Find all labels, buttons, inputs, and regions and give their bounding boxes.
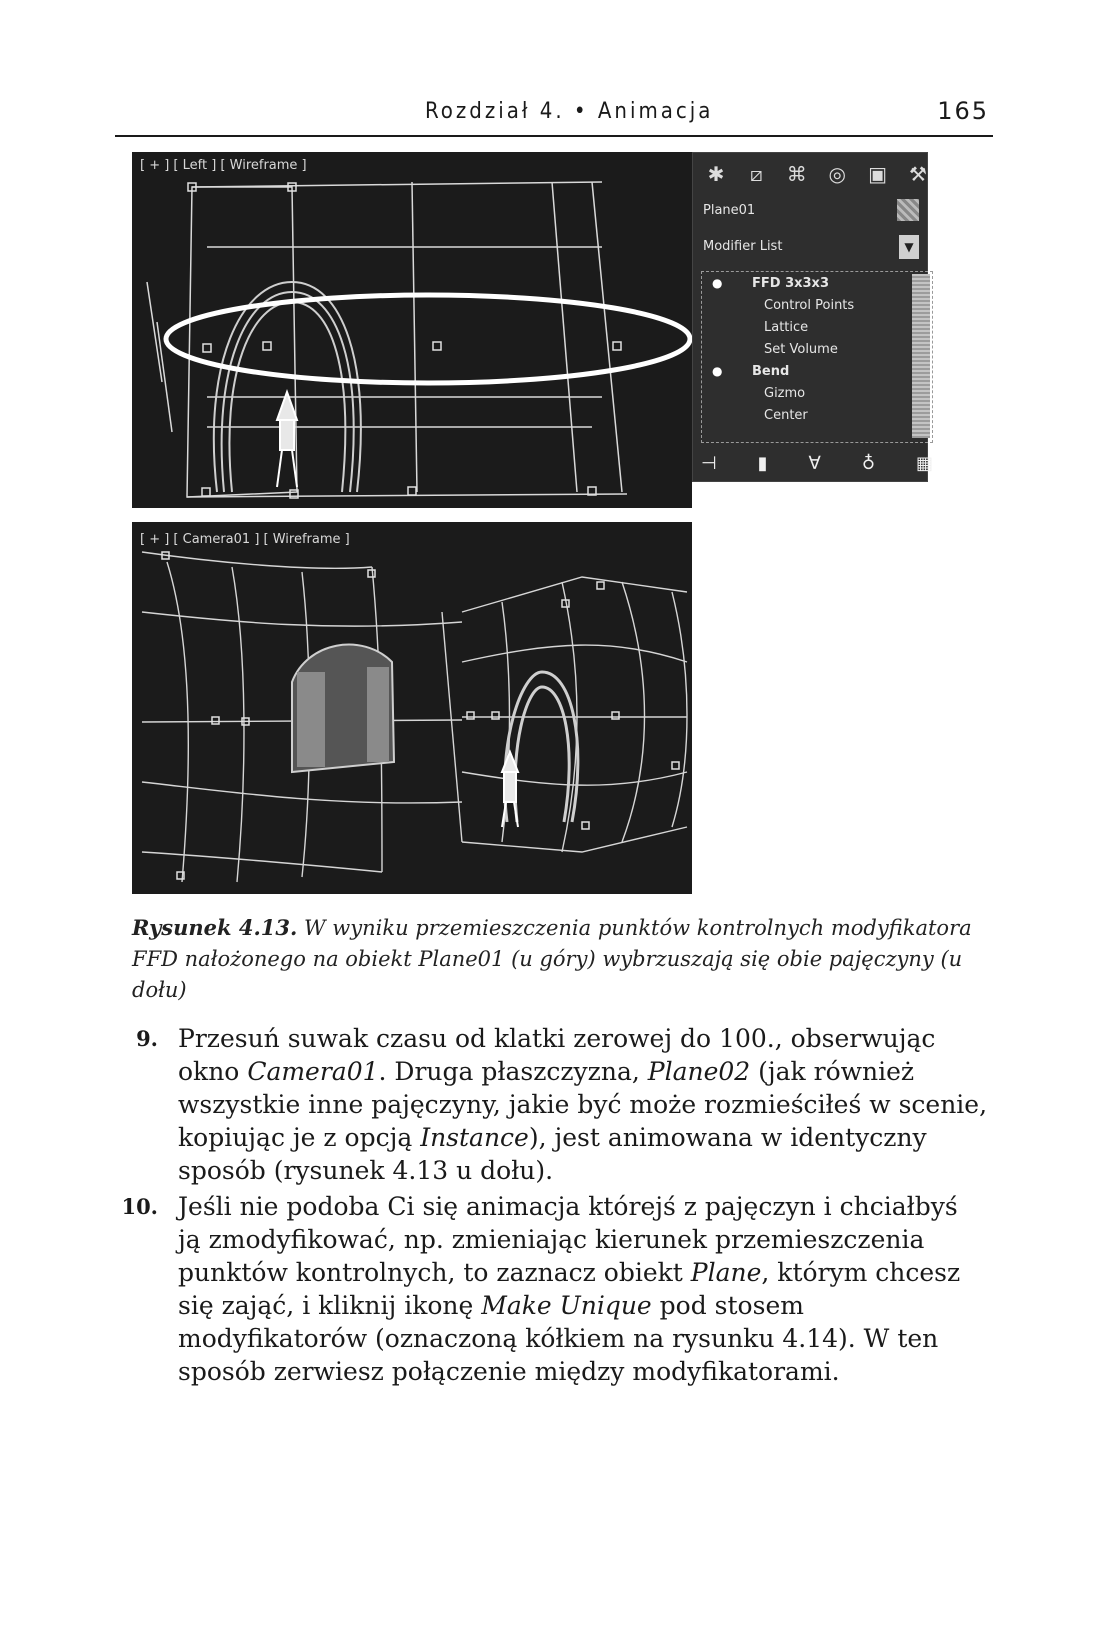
- stack-item-center[interactable]: Center: [764, 408, 808, 423]
- hierarchy-icon[interactable]: ⌘: [786, 162, 807, 186]
- chapter-title: Rozdział 4. • Animacja: [425, 99, 714, 124]
- lightbulb-icon[interactable]: ●: [712, 276, 723, 290]
- stack-bottom-toolbar: [701, 453, 933, 483]
- step-text: Przesuń suwak czasu od klatki zerowej do 100., obserwując okno Camera01. Druga płaszczyzna, Plane02 (jak również wszystkie inne pajęczyny, jakie być może rozmieściłeś w scenie, kopiując je z opcją Instance), jest animowana w identyczny sposób (rysunek 4.13 u dołu).: [178, 1024, 988, 1185]
- utilities-icon[interactable]: ⚒: [908, 162, 927, 186]
- modifier-stack: [701, 271, 933, 443]
- remove-modifier-icon[interactable]: ♁: [861, 453, 876, 474]
- object-color-swatch[interactable]: [897, 199, 919, 221]
- step-text: Jeśli nie podoba Ci się animacja którejś z pajęczyn i chciałbyś ją zmodyfikować, np. zmieniając kierunek przemieszczenia punktów kontrolnych, to zaznacz obiekt Plane, którym chcesz się zająć, i kliknij ikonę Make Unique pod stosem modyfikatorów (oznaczoną kółkiem na rysunku 4.14). W ten sposób zerwiesz połączenie między modyfikatorami.: [178, 1192, 961, 1386]
- stack-item-bend[interactable]: Bend: [752, 364, 790, 379]
- display-icon[interactable]: ▣: [868, 162, 888, 186]
- step-number: 10.: [121, 1194, 158, 1219]
- highlight-ellipse: [166, 295, 690, 383]
- camera-viewport-label[interactable]: [ + ] [ Camera01 ] [ Wireframe ]: [140, 532, 350, 547]
- object-name-field[interactable]: Plane01: [703, 203, 756, 218]
- list-item: [120, 1022, 990, 1185]
- stack-item-control-points[interactable]: Control Points: [764, 298, 855, 313]
- running-head: [115, 95, 993, 137]
- figure-caption-text: W wyniku przemieszczenia punktów kontrolnych modyfikatora FFD nałożonego na obiekt Plane01 (u góry) wybrzuszają się obie pajęczyny (u dołu): [132, 916, 972, 1002]
- command-panel-toolbar: [701, 159, 933, 195]
- configure-sets-icon[interactable]: ▦: [915, 453, 933, 474]
- chevron-down-icon[interactable]: ▼: [899, 235, 919, 259]
- curve-editor-icon[interactable]: ⧄: [750, 162, 763, 186]
- show-end-result-icon[interactable]: ▮: [757, 453, 768, 474]
- list-item: [120, 1190, 990, 1390]
- command-panel: [692, 152, 933, 482]
- motion-icon[interactable]: ◎: [828, 162, 846, 186]
- lightbulb-icon[interactable]: ●: [712, 364, 723, 378]
- figure-caption: [132, 912, 982, 1006]
- stack-item-set-volume[interactable]: Set Volume: [764, 342, 838, 357]
- gear-icon[interactable]: ✱: [707, 162, 725, 186]
- figure-label: Rysunek 4.13.: [132, 915, 298, 940]
- step-number: 9.: [136, 1026, 158, 1051]
- page-number: 165: [937, 97, 989, 125]
- make-unique-icon[interactable]: ∀: [808, 453, 821, 474]
- bottom-viewport-screenshot: [132, 522, 692, 894]
- left-viewport-label[interactable]: [ + ] [ Left ] [ Wireframe ]: [140, 158, 307, 173]
- left-viewport-wireframe: [132, 152, 692, 508]
- modifier-list-dropdown[interactable]: Modifier List: [703, 239, 783, 254]
- stack-scrollbar[interactable]: [912, 274, 930, 438]
- stack-item-lattice[interactable]: Lattice: [764, 320, 809, 335]
- top-viewport-screenshot: [132, 152, 692, 508]
- stack-item-gizmo[interactable]: Gizmo: [764, 386, 806, 401]
- camera-viewport-wireframe: [132, 522, 692, 894]
- stack-item-ffd[interactable]: FFD 3x3x3: [752, 276, 829, 291]
- pin-stack-icon[interactable]: ⊣: [701, 453, 717, 474]
